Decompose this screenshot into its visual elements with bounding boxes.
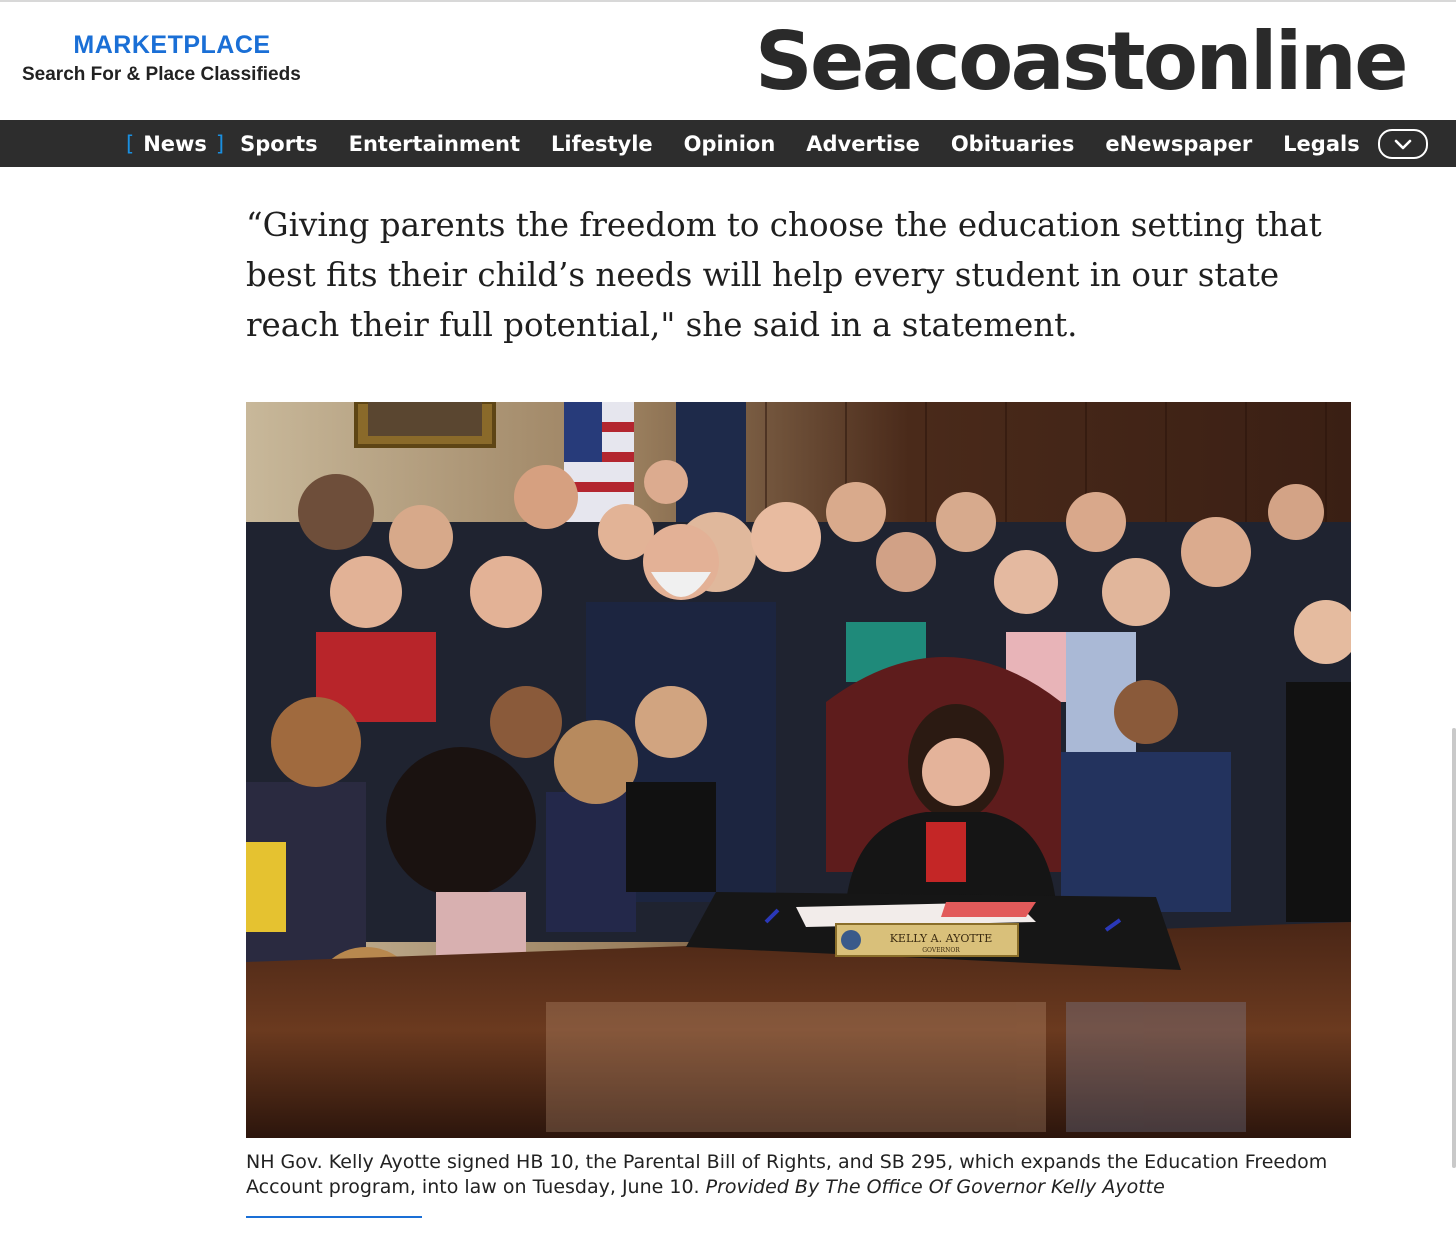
nav-item-legals[interactable]: Legals: [1283, 131, 1360, 156]
nav-item-sports[interactable]: Sports: [240, 131, 318, 156]
active-bracket-left: [: [126, 131, 135, 156]
marketplace-title[interactable]: MARKETPLACE: [73, 31, 271, 59]
main-navigation: [0, 120, 1456, 167]
nav-item-lifestyle[interactable]: Lifestyle: [551, 131, 653, 156]
article-quote: “Giving parents the freedom to choose the education setting that best fits their child’s needs will help every student in our state reach their full potential," she said in a statement.: [246, 206, 1322, 344]
photo-caption: [246, 1150, 1356, 1200]
nav-item-enewspaper[interactable]: eNewspaper: [1105, 131, 1253, 156]
caption-divider: [246, 1216, 422, 1218]
article-photo: [246, 402, 1351, 1138]
scrollbar[interactable]: [1452, 728, 1456, 1168]
nav-more-button[interactable]: [1378, 129, 1428, 159]
top-border: [0, 0, 1456, 2]
chevron-down-icon: [1394, 139, 1412, 150]
photo-credit: Provided By The Office Of Governor Kelly Ayotte: [705, 1176, 1165, 1198]
nameplate-subtext: GOVERNOR: [922, 947, 960, 954]
active-bracket-right: ]: [215, 131, 225, 156]
nav-item-entertainment[interactable]: Entertainment: [348, 131, 521, 156]
nav-item-news-label: News: [143, 131, 207, 156]
site-logo[interactable]: Seacoastonline: [754, 15, 1406, 108]
marketplace-link[interactable]: [22, 30, 322, 88]
nav-item-obituaries[interactable]: Obituaries: [950, 131, 1075, 156]
nav-item-news[interactable]: [126, 132, 224, 156]
photo-illustration: [246, 402, 1351, 1138]
nameplate-text: KELLY A. AYOTTE: [889, 932, 993, 945]
nav-item-opinion[interactable]: Opinion: [683, 131, 776, 156]
marketplace-subtitle[interactable]: Search For & Place Classifieds: [22, 64, 301, 85]
caption-text: NH Gov. Kelly Ayotte signed HB 10, the Parental Bill of Rights, and SB 295, which expands the Education Freedom Account program, into law on Tuesday, June 10.: [246, 1151, 1328, 1198]
nav-items: [126, 120, 1391, 167]
nav-item-advertise[interactable]: Advertise: [806, 131, 920, 156]
